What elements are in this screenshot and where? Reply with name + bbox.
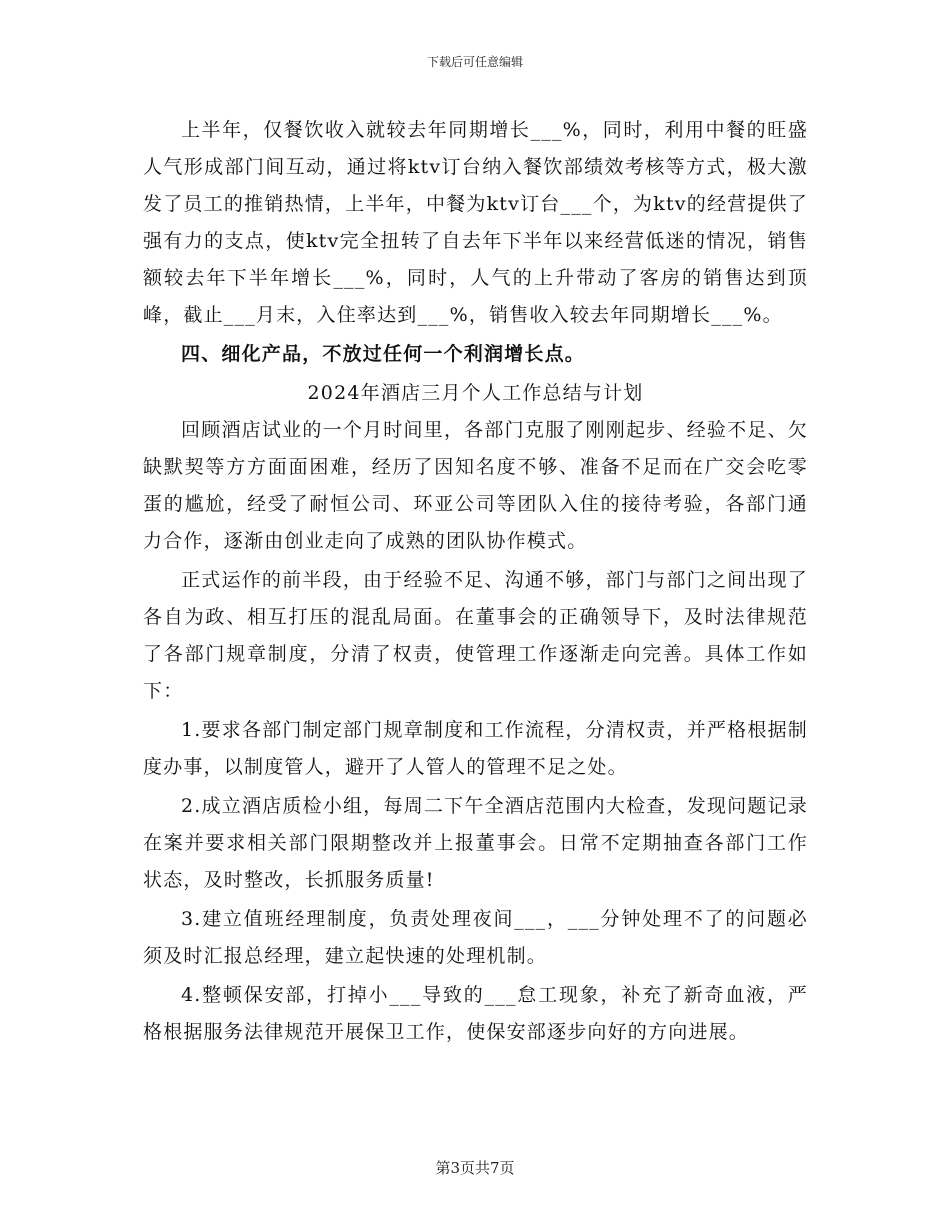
paragraph-revenue-growth: 上半年，仅餐饮收入就较去年同期增长___%，同时，利用中餐的旺盛人气形成部门间互动，通过将ktv订台纳入餐饮部绩效考核等方式，极大激发了员工的推销热情，上半年，中餐为ktv订台___个，为ktv的经营提供了强有力的支点，使ktv完全扭转了自去年下半年以来经营低迷的情况，销售额较去年下半年增长___%，同时，人气的上升带动了客房的销售达到顶峰，截止___月末，入住率达到___%，销售收入较去年同期增长___%。 bbox=[143, 119, 808, 326]
page-number: 第3页共7页 bbox=[435, 1159, 515, 1177]
section-heading: 四、细化产品，不放过任何一个利润增长点。 bbox=[181, 343, 586, 365]
document-body bbox=[143, 112, 808, 1051]
list-item-2: 2.成立酒店质检小组，每周二下午全酒店范围内大检查，发现问题记录在案并要求相关部门限期整改并上报董事会。日常不定期抽查各部门工作状态，及时整改，长抓服务质量! bbox=[143, 795, 808, 891]
document-title: 2024年酒店三月个人工作总结与计划 bbox=[307, 382, 644, 404]
list-item-4: 4.整顿保安部，打掉小___导致的___怠工现象，补充了新奇血液，严格根据服务法律规范开展保卫工作，使保安部逐步向好的方向进展。 bbox=[143, 984, 808, 1043]
paragraph-review: 回顾酒店试业的一个月时间里，各部门克服了刚刚起步、经验不足、欠缺默契等方方面面困难，经历了因知名度不够、准备不足而在广交会吃零蛋的尴尬，经受了耐恒公司、环亚公司等团队入住的接待考验，各部门通力合作，逐渐由创业走向了成熟的团队协作模式。 bbox=[143, 419, 808, 552]
list-item-3: 3.建立值班经理制度，负责处理夜间___，___分钟处理不了的问题必须及时汇报总经理，建立起快速的处理机制。 bbox=[143, 908, 808, 967]
list-item-1: 1.要求各部门制定部门规章制度和工作流程，分清权责，并严格根据制度办事，以制度管人，避开了人管人的管理不足之处。 bbox=[143, 719, 808, 778]
page-header-note: 下载后可任意编辑 bbox=[426, 55, 523, 69]
paragraph-operation: 正式运作的前半段，由于经验不足、沟通不够，部门与部门之间出现了各自为政、相互打压的混乱局面。在董事会的正确领导下，及时法律规范了各部门规章制度，分清了权责，使管理工作逐渐走向完善。具体工作如下： bbox=[143, 569, 808, 702]
